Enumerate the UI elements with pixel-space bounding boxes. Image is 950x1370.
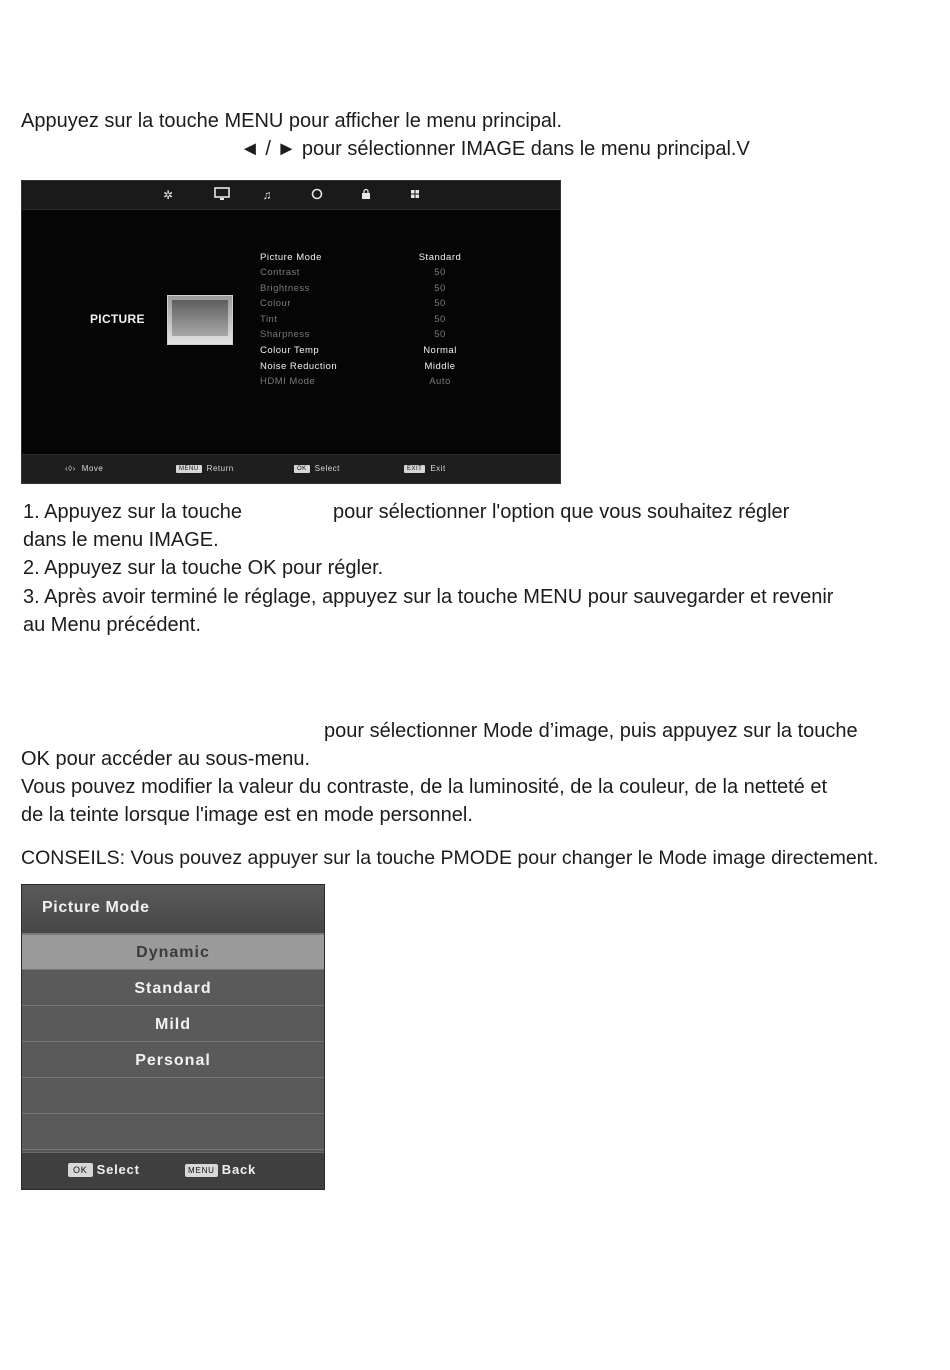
tip-text: CONSEILS: Vous pouvez appuyer sur la touche PMODE pour changer le Mode image directement. bbox=[21, 847, 879, 869]
sound-icon[interactable]: ♫ bbox=[262, 188, 272, 202]
intro-line-1: Appuyez sur la touche MENU pour afficher le menu principal. bbox=[21, 110, 563, 132]
step-2: 2. Appuyez sur la touche OK pour régler. bbox=[23, 557, 384, 579]
tv-menu-title: PICTURE bbox=[90, 312, 145, 326]
lock-icon[interactable] bbox=[359, 188, 373, 202]
move-arrows-icon: ‹◊› bbox=[65, 464, 76, 473]
menu-row-picture-mode[interactable]: Picture Mode Standard bbox=[260, 252, 462, 263]
tv-picture-menu bbox=[21, 180, 561, 484]
menu-row-tint[interactable]: Tint 50 bbox=[260, 314, 446, 325]
intro-line-2: ◄ / ► pour sélectionner IMAGE dans le menu principal.V bbox=[240, 138, 750, 160]
footer-return-hint: MENU Return bbox=[176, 464, 234, 473]
footer-select-hint: OK Select bbox=[294, 464, 340, 473]
time-icon[interactable] bbox=[310, 188, 324, 202]
menu-row-colour[interactable]: Colour 50 bbox=[260, 298, 446, 309]
picture-mode-title-bar bbox=[22, 885, 324, 935]
mode-para-1: pour sélectionner Mode d’image, puis appuyez sur la touche bbox=[324, 720, 858, 742]
footer-exit-hint: EXIT Exit bbox=[404, 464, 446, 473]
pm-ok-key: OK bbox=[68, 1163, 93, 1177]
ok-key: OK bbox=[294, 465, 310, 473]
step-1c: dans le menu IMAGE. bbox=[23, 529, 219, 551]
tv-menu-footer bbox=[22, 454, 560, 483]
option-mild[interactable]: Mild bbox=[22, 1007, 324, 1042]
step-1b: pour sélectionner l'option que vous souhaitez régler bbox=[333, 501, 790, 523]
picture-mode-footer bbox=[22, 1152, 324, 1189]
menu-row-brightness[interactable]: Brightness 50 bbox=[260, 283, 446, 294]
mode-para-4: de la teinte lorsque l'image est en mode personnel. bbox=[21, 804, 473, 826]
pm-menu-key: MENU bbox=[185, 1164, 218, 1177]
pm-footer-select: OK Select bbox=[68, 1162, 140, 1177]
menu-row-hdmi-mode[interactable]: HDMI Mode Auto bbox=[260, 376, 451, 387]
picture-mode-menu bbox=[21, 884, 325, 1190]
mode-para-3: Vous pouvez modifier la valeur du contraste, de la luminosité, de la couleur, de la netteté et bbox=[21, 776, 828, 798]
menu-row-contrast[interactable]: Contrast 50 bbox=[260, 267, 446, 278]
tv-menu-tabbar bbox=[22, 181, 560, 210]
step-3a: 3. Après avoir terminé le réglage, appuyez sur la touche MENU pour sauvegarder et revenir bbox=[23, 586, 834, 608]
menu-key: MENU bbox=[176, 465, 202, 473]
option-empty-1 bbox=[22, 1079, 324, 1114]
step-1a: 1. Appuyez sur la touche bbox=[23, 501, 243, 523]
menu-row-sharpness[interactable]: Sharpness 50 bbox=[260, 329, 446, 340]
picture-mode-title: Picture Mode bbox=[42, 899, 150, 916]
menu-row-colour-temp[interactable]: Colour Temp Normal bbox=[260, 345, 457, 356]
option-personal[interactable]: Personal bbox=[22, 1043, 324, 1078]
footer-move-hint: ‹◊› Move bbox=[65, 464, 104, 473]
exit-key: EXIT bbox=[404, 465, 425, 473]
tv-picture-thumbnail bbox=[167, 295, 233, 345]
mode-para-2: OK pour accéder au sous-menu. bbox=[21, 748, 311, 770]
step-3b: au Menu précédent. bbox=[23, 614, 201, 636]
pm-footer-back: MENU Back bbox=[185, 1162, 256, 1177]
option-standard[interactable]: Standard bbox=[22, 971, 324, 1006]
option-empty-2 bbox=[22, 1115, 324, 1150]
settings-icon[interactable]: ✲ bbox=[162, 188, 174, 202]
option-dynamic[interactable]: Dynamic bbox=[22, 935, 324, 970]
picture-icon[interactable] bbox=[214, 186, 228, 200]
setup-icon[interactable] bbox=[408, 188, 422, 202]
menu-row-noise-reduction[interactable]: Noise Reduction Middle bbox=[260, 361, 456, 372]
